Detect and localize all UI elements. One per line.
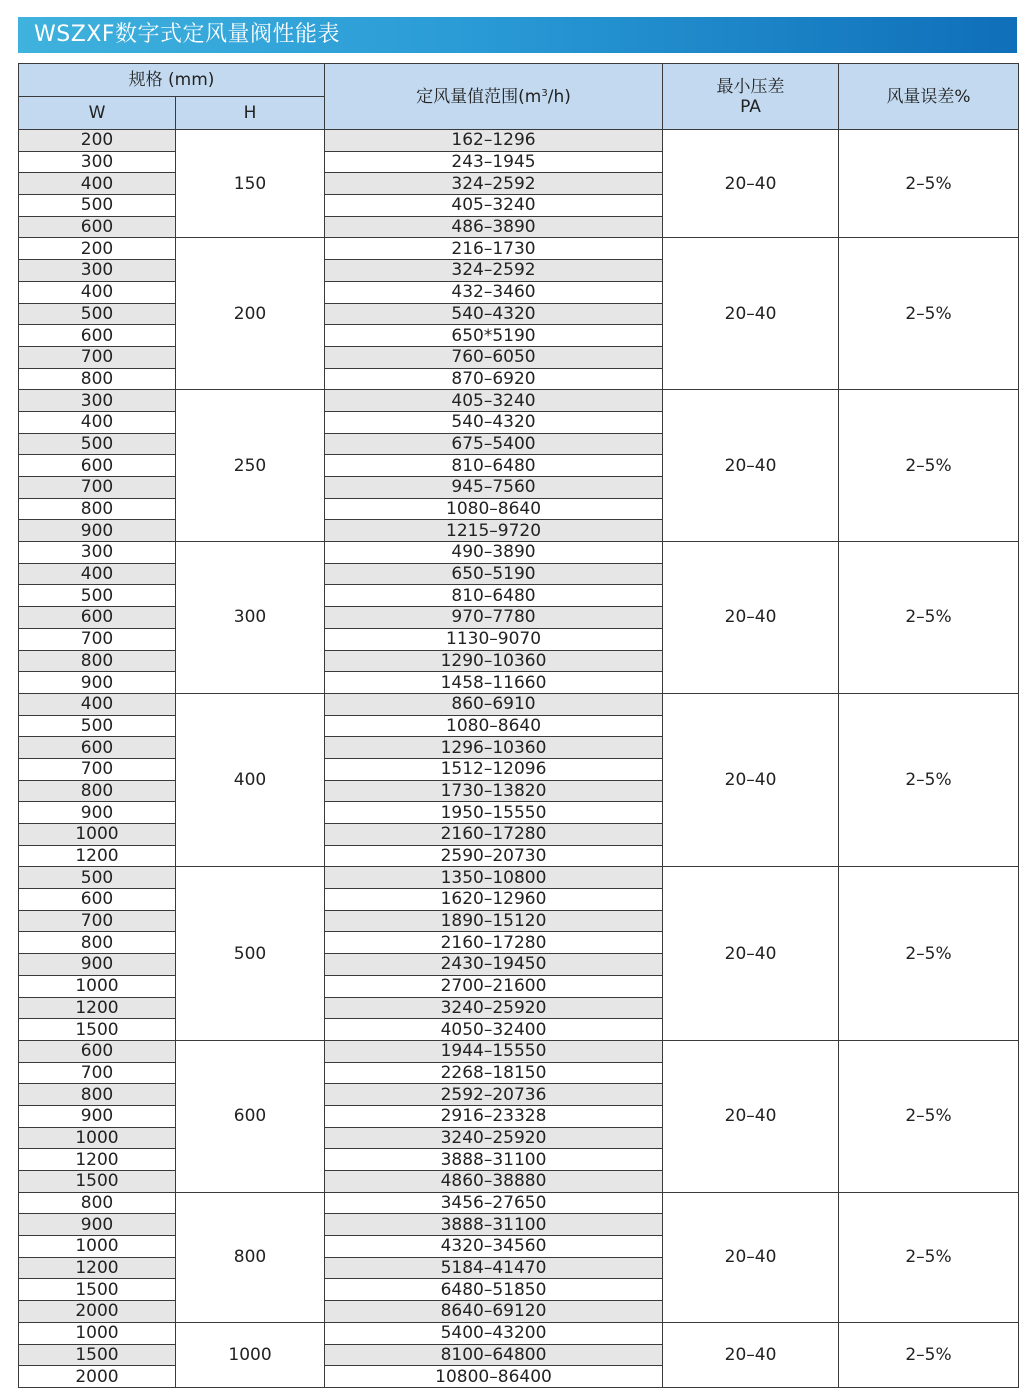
range-cell: 2916–23328 xyxy=(325,1105,663,1127)
w-cell: 500 xyxy=(19,433,176,455)
range-cell: 1890–15120 xyxy=(325,910,663,932)
w-cell: 600 xyxy=(19,455,176,477)
w-cell: 600 xyxy=(19,325,176,347)
error-cell: 2–5% xyxy=(839,1192,1019,1322)
w-cell: 1500 xyxy=(19,1344,176,1366)
range-cell: 2590–20730 xyxy=(325,845,663,867)
table-row xyxy=(19,1322,1019,1344)
range-cell: 486–3890 xyxy=(325,216,663,238)
error-cell: 2–5% xyxy=(839,238,1019,390)
w-cell: 800 xyxy=(19,650,176,672)
error-cell: 2–5% xyxy=(839,867,1019,1041)
h-cell: 600 xyxy=(176,1040,325,1192)
range-cell: 1215–9720 xyxy=(325,520,663,542)
range-cell: 8640–69120 xyxy=(325,1301,663,1323)
error-cell: 2–5% xyxy=(839,1040,1019,1192)
range-cell: 3888–31100 xyxy=(325,1149,663,1171)
w-cell: 500 xyxy=(19,867,176,889)
w-cell: 1200 xyxy=(19,1149,176,1171)
range-cell: 870–6920 xyxy=(325,368,663,390)
range-header-text: 定风量值范围(m xyxy=(416,86,542,107)
w-cell: 700 xyxy=(19,910,176,932)
min-pressure-header-line1: 最小压差 xyxy=(716,76,785,97)
range-cell: 970–7780 xyxy=(325,607,663,629)
range-cell: 860–6910 xyxy=(325,693,663,715)
range-cell: 2592–20736 xyxy=(325,1084,663,1106)
h-cell: 300 xyxy=(176,542,325,694)
range-cell: 1512–12096 xyxy=(325,758,663,780)
w-cell: 400 xyxy=(19,173,176,195)
w-cell: 800 xyxy=(19,498,176,520)
range-cell: 1950–15550 xyxy=(325,802,663,824)
range-cell: 540–4320 xyxy=(325,303,663,325)
range-cell: 2268–18150 xyxy=(325,1062,663,1084)
table-header xyxy=(19,64,1019,130)
w-cell: 800 xyxy=(19,1084,176,1106)
min-pressure-cell: 20–40 xyxy=(663,1192,839,1322)
w-cell: 900 xyxy=(19,1105,176,1127)
range-cell: 1350–10800 xyxy=(325,867,663,889)
h-cell: 1000 xyxy=(176,1322,325,1387)
table-row xyxy=(19,1040,1019,1062)
range-cell: 650–5190 xyxy=(325,563,663,585)
w-cell: 600 xyxy=(19,607,176,629)
spec-header: 规格 (mm) xyxy=(19,64,325,97)
range-cell: 4320–34560 xyxy=(325,1236,663,1258)
w-cell: 1000 xyxy=(19,1127,176,1149)
w-cell: 600 xyxy=(19,216,176,238)
h-cell: 400 xyxy=(176,693,325,867)
w-cell: 1000 xyxy=(19,824,176,846)
w-cell: 500 xyxy=(19,195,176,217)
w-cell: 600 xyxy=(19,889,176,911)
range-cell: 1730–13820 xyxy=(325,780,663,802)
range-cell: 2160–17280 xyxy=(325,932,663,954)
range-cell: 1080–8640 xyxy=(325,715,663,737)
range-header-superscript: 3 xyxy=(541,87,548,99)
w-cell: 200 xyxy=(19,130,176,152)
w-cell: 800 xyxy=(19,932,176,954)
w-cell: 1200 xyxy=(19,845,176,867)
w-cell: 500 xyxy=(19,303,176,325)
range-cell: 675–5400 xyxy=(325,433,663,455)
range-cell: 4050–32400 xyxy=(325,1019,663,1041)
w-cell: 1000 xyxy=(19,1236,176,1258)
w-cell: 900 xyxy=(19,520,176,542)
min-pressure-header-line2: PA xyxy=(740,96,761,117)
w-cell: 500 xyxy=(19,585,176,607)
h-cell: 250 xyxy=(176,390,325,542)
range-cell: 810–6480 xyxy=(325,585,663,607)
w-cell: 1200 xyxy=(19,997,176,1019)
range-cell: 1080–8640 xyxy=(325,498,663,520)
w-cell: 400 xyxy=(19,411,176,433)
range-cell: 243–1945 xyxy=(325,151,663,173)
w-cell: 300 xyxy=(19,151,176,173)
h-cell: 200 xyxy=(176,238,325,390)
range-cell: 1458–11660 xyxy=(325,672,663,694)
min-pressure-cell: 20–40 xyxy=(663,693,839,867)
range-cell: 540–4320 xyxy=(325,411,663,433)
range-cell: 760–6050 xyxy=(325,346,663,368)
range-cell: 2430–19450 xyxy=(325,954,663,976)
range-cell: 10800–86400 xyxy=(325,1366,663,1388)
performance-table xyxy=(18,63,1019,1388)
error-cell: 2–5% xyxy=(839,130,1019,238)
range-cell: 1620–12960 xyxy=(325,889,663,911)
min-pressure-cell: 20–40 xyxy=(663,542,839,694)
min-pressure-cell: 20–40 xyxy=(663,867,839,1041)
w-cell: 200 xyxy=(19,238,176,260)
w-cell: 700 xyxy=(19,628,176,650)
page-title: WSZXF数字式定风量阀性能表 xyxy=(18,17,1017,53)
error-header: 风量误差% xyxy=(839,64,1019,130)
w-cell: 1500 xyxy=(19,1019,176,1041)
table-body xyxy=(19,130,1019,1388)
range-cell: 3240–25920 xyxy=(325,1127,663,1149)
error-cell: 2–5% xyxy=(839,390,1019,542)
min-pressure-cell: 20–40 xyxy=(663,238,839,390)
w-cell: 800 xyxy=(19,780,176,802)
min-pressure-header xyxy=(663,64,839,130)
range-cell: 4860–38880 xyxy=(325,1171,663,1193)
range-cell: 1296–10360 xyxy=(325,737,663,759)
range-cell: 810–6480 xyxy=(325,455,663,477)
min-pressure-cell: 20–40 xyxy=(663,130,839,238)
w-cell: 1000 xyxy=(19,975,176,997)
w-cell: 700 xyxy=(19,1062,176,1084)
table-row xyxy=(19,390,1019,412)
range-cell: 490–3890 xyxy=(325,542,663,564)
w-cell: 1000 xyxy=(19,1322,176,1344)
error-cell: 2–5% xyxy=(839,1322,1019,1387)
range-cell: 6480–51850 xyxy=(325,1279,663,1301)
table-row xyxy=(19,542,1019,564)
w-cell: 900 xyxy=(19,802,176,824)
table-row xyxy=(19,693,1019,715)
error-cell: 2–5% xyxy=(839,693,1019,867)
range-cell: 650*5190 xyxy=(325,325,663,347)
table-row xyxy=(19,238,1019,260)
range-cell: 3240–25920 xyxy=(325,997,663,1019)
w-cell: 400 xyxy=(19,693,176,715)
w-cell: 600 xyxy=(19,1040,176,1062)
range-cell: 5400–43200 xyxy=(325,1322,663,1344)
table-row xyxy=(19,867,1019,889)
w-cell: 2000 xyxy=(19,1301,176,1323)
w-header: W xyxy=(19,97,176,130)
table-row xyxy=(19,1192,1019,1214)
range-cell: 2160–17280 xyxy=(325,824,663,846)
w-cell: 300 xyxy=(19,390,176,412)
w-cell: 900 xyxy=(19,954,176,976)
w-cell: 300 xyxy=(19,260,176,282)
range-cell: 162–1296 xyxy=(325,130,663,152)
range-cell: 1130–9070 xyxy=(325,628,663,650)
range-cell: 1944–15550 xyxy=(325,1040,663,1062)
w-cell: 1200 xyxy=(19,1257,176,1279)
range-header-unit: /h) xyxy=(547,86,571,107)
w-cell: 600 xyxy=(19,737,176,759)
w-cell: 400 xyxy=(19,281,176,303)
w-cell: 400 xyxy=(19,563,176,585)
range-cell: 216–1730 xyxy=(325,238,663,260)
table-row xyxy=(19,130,1019,152)
range-cell: 2700–21600 xyxy=(325,975,663,997)
h-cell: 500 xyxy=(176,867,325,1041)
range-cell: 1290–10360 xyxy=(325,650,663,672)
w-cell: 700 xyxy=(19,346,176,368)
range-cell: 405–3240 xyxy=(325,390,663,412)
h-cell: 150 xyxy=(176,130,325,238)
range-cell: 945–7560 xyxy=(325,477,663,499)
w-cell: 700 xyxy=(19,477,176,499)
range-cell: 8100–64800 xyxy=(325,1344,663,1366)
min-pressure-cell: 20–40 xyxy=(663,390,839,542)
range-header xyxy=(325,64,663,130)
h-cell: 800 xyxy=(176,1192,325,1322)
w-cell: 500 xyxy=(19,715,176,737)
min-pressure-cell: 20–40 xyxy=(663,1040,839,1192)
w-cell: 1500 xyxy=(19,1171,176,1193)
w-cell: 800 xyxy=(19,368,176,390)
range-cell: 3456–27650 xyxy=(325,1192,663,1214)
range-cell: 324–2592 xyxy=(325,173,663,195)
min-pressure-cell: 20–40 xyxy=(663,1322,839,1387)
w-cell: 700 xyxy=(19,758,176,780)
w-cell: 900 xyxy=(19,672,176,694)
range-cell: 5184–41470 xyxy=(325,1257,663,1279)
range-cell: 432–3460 xyxy=(325,281,663,303)
range-cell: 405–3240 xyxy=(325,195,663,217)
h-header: H xyxy=(176,97,325,130)
w-cell: 2000 xyxy=(19,1366,176,1388)
error-cell: 2–5% xyxy=(839,542,1019,694)
range-cell: 3888–31100 xyxy=(325,1214,663,1236)
w-cell: 800 xyxy=(19,1192,176,1214)
range-cell: 324–2592 xyxy=(325,260,663,282)
w-cell: 900 xyxy=(19,1214,176,1236)
w-cell: 300 xyxy=(19,542,176,564)
w-cell: 1500 xyxy=(19,1279,176,1301)
